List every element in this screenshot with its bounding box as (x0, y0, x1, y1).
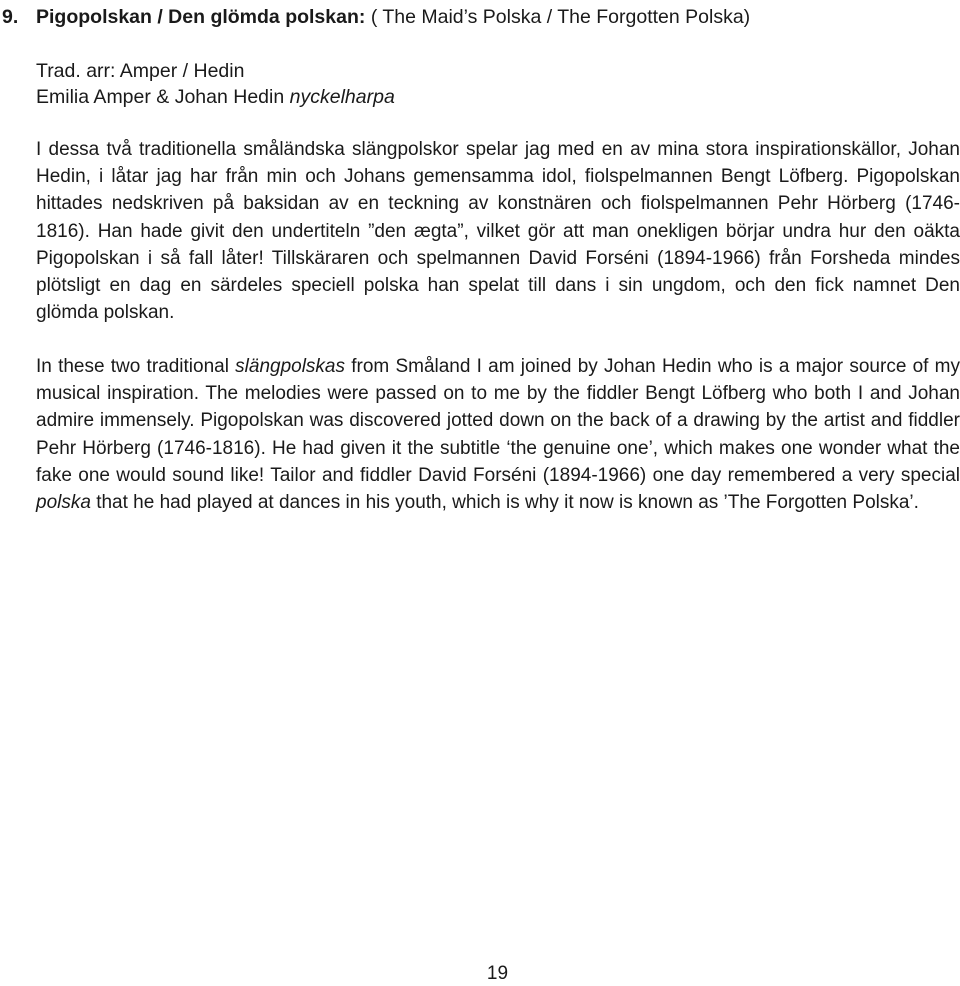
track-heading (2, 4, 750, 30)
arrangement-credit: Trad. arr: Amper / Hedin (36, 60, 245, 82)
swedish-description-text: I dessa två traditionella småländska slängpolskor spelar jag med en av mina stora inspirationskällor, Johan Hedin, i låtar jag har från min och Johans gemensamma idol, fiolspelmannen Bengt Löfberg. Pigopolskan hittades nedskriven på baksidan av en teckning av konstnären och fiolspelmannen Pehr Hörberg (1746-1816). Han hade givit den undertiteln ”den ægta”, vilket gör att man onekligen börjar undra hur den oäkta Pigopolskan i så fall låter! Tillskäraren och spelmannen David Forséni (1894-1966) från Forsheda mindes plötsligt en dag en särdeles speciell polska han spelat till dans i sin ungdom, och den fick namnet Den glömda polskan. (36, 139, 960, 324)
track-title-english: ( The Maid’s Polska / The Forgotten Polska) (370, 6, 751, 28)
english-text-part-3: that he had played at dances in his youth, which is why it now is known as ’The Forgotten Polska’. (90, 492, 919, 514)
page-number: 19 (486, 963, 509, 984)
track-credits (36, 58, 395, 110)
instrument-name: nyckelharpa (289, 86, 395, 108)
track-title-swedish: Pigopolskan / Den glömda polskan: (36, 6, 366, 28)
performers-names: Emilia Amper & Johan Hedin (36, 86, 285, 108)
swedish-description-paragraph (36, 136, 960, 326)
performers-credit (36, 84, 395, 110)
english-description-paragraph (36, 353, 960, 516)
english-italic-slangpolskas: slängpolskas (235, 356, 345, 377)
english-text-part-1: In these two traditional (36, 356, 236, 377)
english-text-part-2: from Småland I am joined by Johan Hedin who is a major source of my musical inspiration. The melodies were passed on to me by the fiddler Bengt Löfberg who both I and Johan admire immensely. Pigopolskan was discovered jotted down on the back of a drawing by the artist and fiddler Pehr Hörberg (1746-1816). He had given it the subtitle ‘the genuine one’, which makes one wonder what the fake one would sound like! Tailor and fiddler David Forséni (1894-1966) one day remembered a very special (36, 356, 960, 486)
english-italic-polska: polska (36, 492, 91, 514)
track-number: 9. (2, 6, 19, 28)
